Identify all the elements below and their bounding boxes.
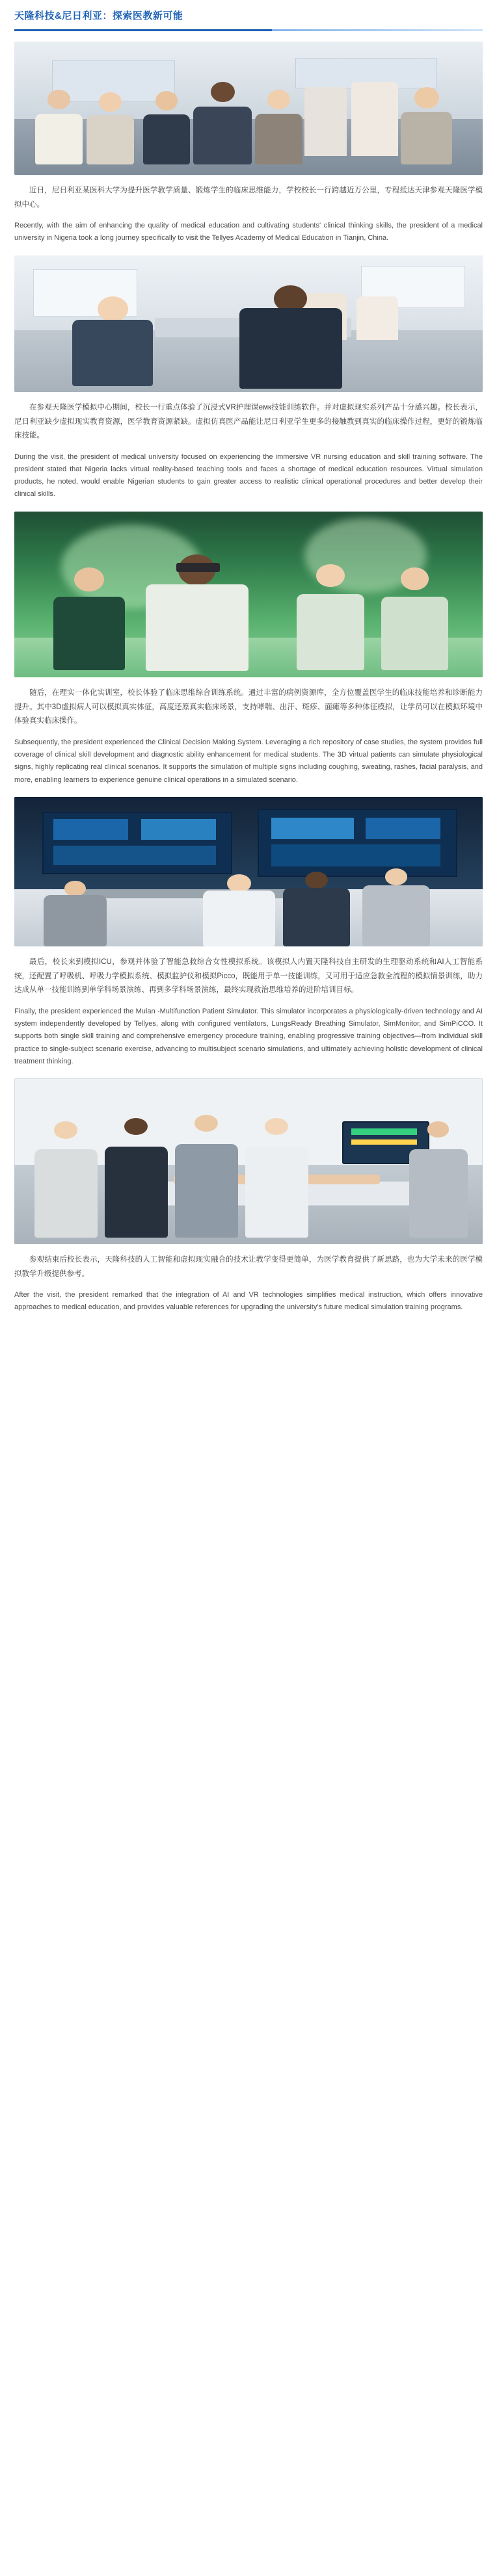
- paragraph-cn-2: 在参观天隆医学模拟中心期间，校长一行重点体验了沉浸式VR护理课емк技能训练软件。并对虚拟现实系列产品十分感兴趣。校长表示，尼日利亚缺少虚拟现实教育资源，医学教育资源紧缺。虚拟仿真医产品能让尼日利亚学生更多的接触教到真实的临床操作过程，更好的锻炼临床技能。: [14, 403, 483, 440]
- paragraph-en-4: Finally, the president experienced the Mulan -Multifunction Patient Simulator. This simulator incorporates a physiologically-driven technology and AI system independently developed by Tellyes, along with configured ventilators, LungsReady Breathing Simulator, SimMonitor, and SimPiCCO. It supports both single skill training and comprehensive emergency procedure training, enabling progressive training objectives—from individual skill practice to single-subject scenario exercise, advancing to multisubject scenario simulations, and ultimately achieving holistic development of clinical treatment thinking.: [14, 1007, 483, 1065]
- photo-vr-headset-experience: [14, 512, 483, 677]
- paragraph-cn-5: 参观结束后校长表示，天隆科技的人工智能和虚拟现实融合的技术让教学变得更简单，为医学教育提供了新思路，也为大学未来的医学模拟教学升级提供参考。: [14, 1256, 483, 1278]
- header-divider: [14, 29, 483, 31]
- paragraph-cn-1: 近日，尼日利亚某医科大学为提升医学教学质量、锻炼学生的临床思维能力，学校校长一行跨越近万公里，专程抵达天津参观天隆医学模拟中心。: [14, 187, 483, 209]
- photo-visit-group: [14, 42, 483, 175]
- photo-bedside-simulator-demo: [14, 1078, 483, 1244]
- photo-vr-software-demo: [14, 255, 483, 392]
- photo-control-room-icu: [14, 797, 483, 946]
- paragraph-en-1: Recently, with the aim of enhancing the quality of medical education and cultivating students' clinical thinking skills, the president of a medical university in Nigeria took a long journey specifically to visit the Tellyes Academy of Medical Education in Tianjin, China.: [14, 222, 483, 242]
- page-title: 天隆科技&尼日利亚：探索医教新可能: [14, 10, 183, 21]
- article-content: [0, 42, 497, 1338]
- article-header: [0, 0, 497, 31]
- paragraph-cn-4: 最后，校长来到模拟ICU，参观并体验了智能急救综合女性模拟系统。该模拟人内置天隆科技自主研发的生理驱动系统和AI人工智能系统，还配置了呼吸机、呼吸力学模拟系统、模拟监护仪和模拟Picco，既能用于单一技能训练，又可用于适应急救全流程的模拟情景训练，助力达成从单一技能训练到单学科场景演练、再到多学科场景演练，最终实现救治思维培养的进阶培训目标。: [14, 957, 483, 995]
- paragraph-en-3: Subsequently, the president experienced the Clinical Decision Making System. Leveraging a rich repository of case studies, the system provides full coverage of clinical skill development and diagnostic ability enhancement for medical students. The 3D virtual patients can simulate physiological signs, highly replicating real clinical scenarios. It supports the simulation of multiple signs including coughing, sweating, rashes, facial paralysis, and more, enabling learners to experience genuine clinical operations in a simulated scenario.: [14, 738, 483, 784]
- paragraph-en-5: After the visit, the president remarked that the integration of AI and VR technologies simplifies medical instruction, which offers innovative approaches to medical education, and provides valuable references for upgrading the university's future medical simulation training programs.: [14, 1291, 483, 1312]
- paragraph-en-2: During the visit, the president of medical university focused on experiencing the immersive VR nursing education and skill training software. The president stated that Nigeria lacks virtual reality-based teaching tools and faces a shortage of medical education resources. Virtual simulation products, he noted, would enable Nigerian students to gain greater access to realistic clinical operational procedures and better develop their clinical skills.: [14, 452, 483, 499]
- paragraph-cn-3: 随后，在理实一体化实训室，校长体验了临床思维综合训练系统。通过丰富的病例资源库，全方位覆盖医学生的临床技能培养和诊断能力提升。其中3D虚拟病人可以模拟真实体征，高度还原真实临床场景，支持哮喘、出汗、斑疹、面瘫等多种体征模拟，让学员可以在模拟环境中体验真实临床操作。: [14, 688, 483, 725]
